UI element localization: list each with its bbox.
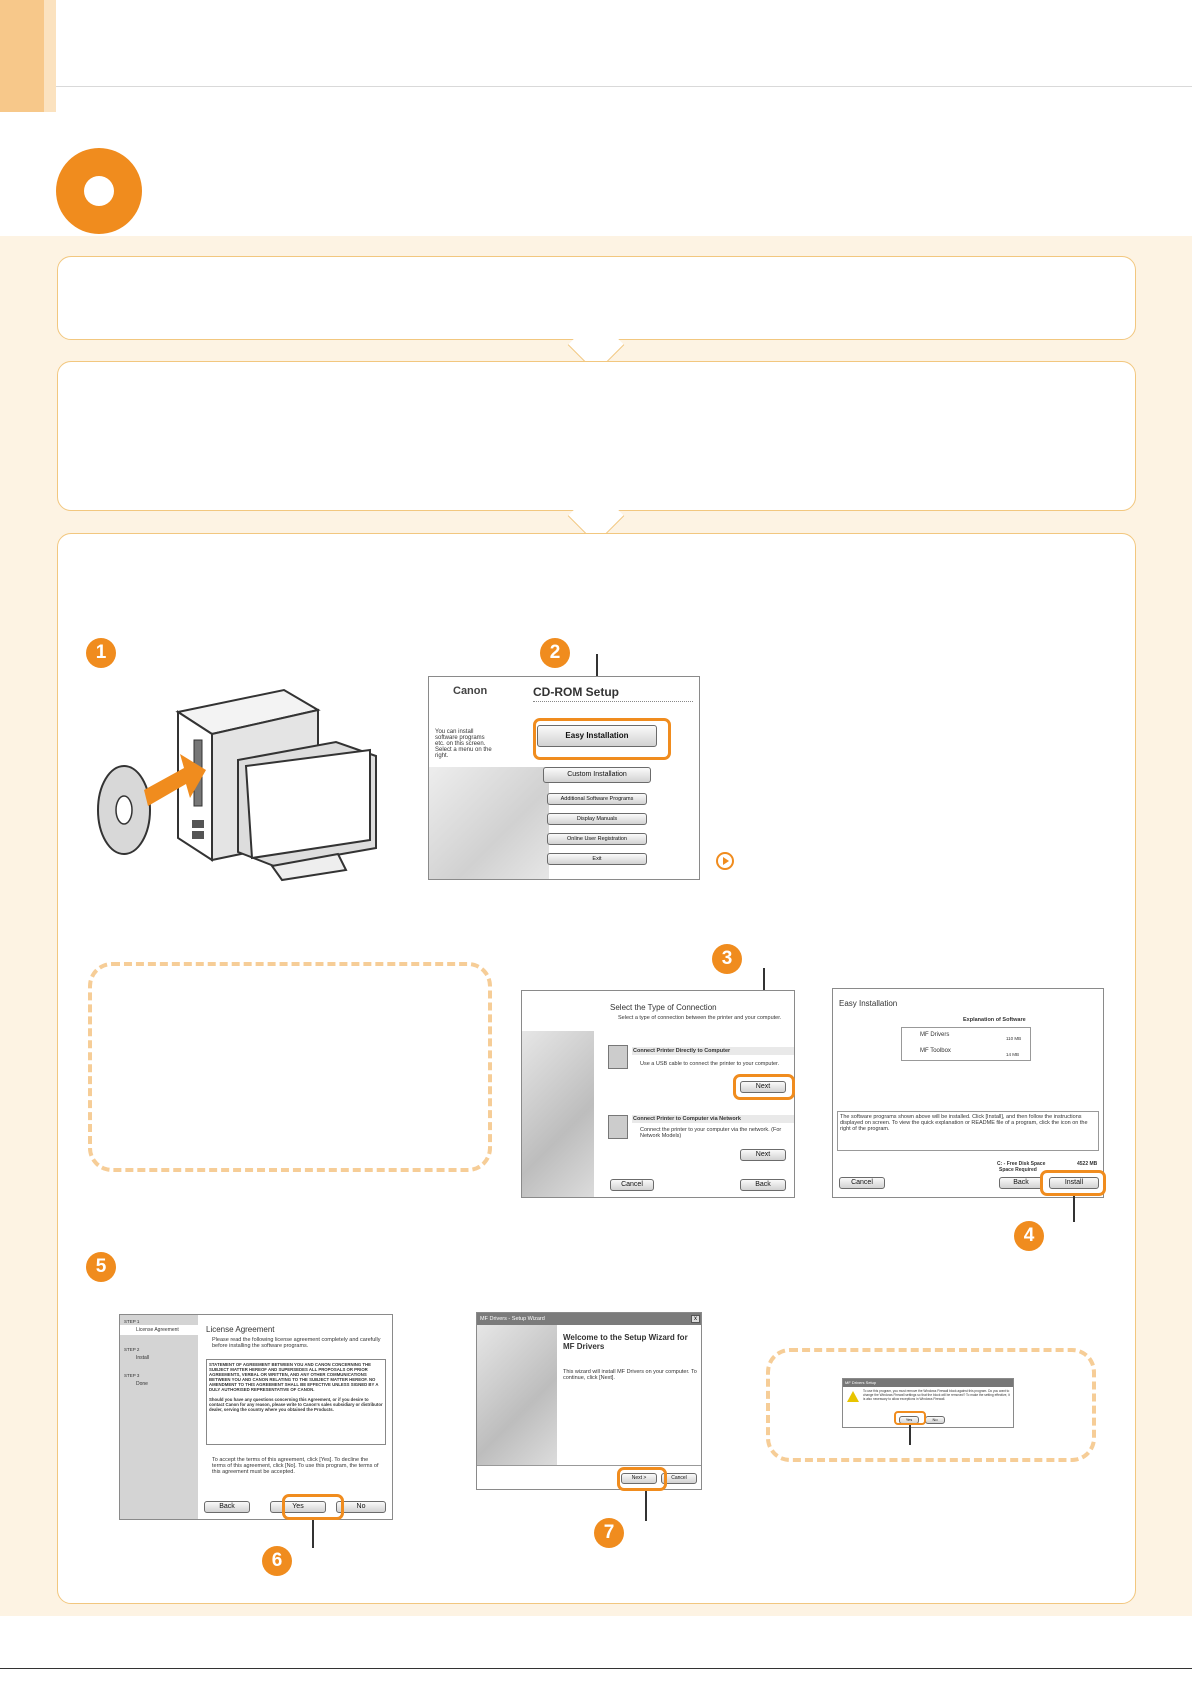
license-contact-text: Should you have any questions concerning this Agreement, or if you desire to contact Canon for any reason, please write to Canon's sales subsidiary or distributor dealer, serving the country where you obtained the Products. [209, 1397, 383, 1412]
software-list [901, 1027, 1031, 1061]
usb-next-button[interactable]: Next [740, 1081, 786, 1093]
wizard-text: This wizard will install MF Drivers on your computer. To continue, click [Next]. [563, 1369, 697, 1381]
mf-drivers-size: 110 MB [1006, 1036, 1022, 1041]
step-3-badge: 3 [712, 944, 742, 974]
connection-cancel-button[interactable]: Cancel [610, 1179, 654, 1191]
network-next-button[interactable]: Next [740, 1149, 786, 1161]
setup-artwork [429, 767, 549, 880]
note-box [88, 962, 492, 1172]
easy-cancel-button[interactable]: Cancel [839, 1177, 885, 1189]
title-rule [533, 701, 693, 702]
wizard-cancel-button[interactable]: Cancel [661, 1473, 697, 1484]
connection-back-button[interactable]: Back [740, 1179, 786, 1191]
software-item-mf-toolbox[interactable]: MF Toolbox [920, 1048, 951, 1054]
firewall-yes-highlight [894, 1411, 926, 1425]
explanation-label: Explanation of Software [963, 1017, 1026, 1023]
canon-logo: Canon [453, 685, 488, 697]
option-usb-title: Connect Printer Directly to Computer [632, 1047, 794, 1055]
header-rule [56, 86, 1192, 87]
section-circle-icon [56, 148, 142, 234]
firewall-leader [909, 1425, 911, 1445]
wizard-heading: Welcome to the Setup Wizard for MF Drivers [563, 1333, 688, 1351]
cdrom-setup-screen [428, 676, 700, 880]
section-tab-stripe [44, 0, 56, 112]
option-usb-text: Use a USB cable to connect the printer to your computer. [640, 1061, 780, 1067]
firewall-no-button[interactable]: No [925, 1416, 945, 1424]
step1-name: License Agreement [120, 1325, 198, 1335]
mf-toolbox-size: 14 MB [1006, 1052, 1020, 1057]
setup-side-text: You can install software programs etc. on this screen. Select a menu on the right. [435, 729, 492, 759]
step3-label: STEP 3 [124, 1373, 140, 1378]
step-1-badge: 1 [86, 638, 116, 668]
space-required-label: Space Required [999, 1167, 1037, 1173]
computer-cdrom-illustration [86, 670, 386, 890]
connection-artwork [522, 1031, 594, 1198]
free-space-value: 4522 MB [1077, 1161, 1098, 1167]
connection-subtitle: Select a type of connection between the printer and your computer. [618, 1015, 782, 1021]
step-5-badge: 5 [86, 1252, 116, 1282]
license-back-button[interactable]: Back [204, 1501, 250, 1513]
license-title: License Agreement [206, 1325, 275, 1334]
step-7-leader [645, 1491, 647, 1521]
license-step-panel [120, 1315, 198, 1520]
additional-software-button[interactable]: Additional Software Programs [547, 793, 647, 805]
step-4-badge: 4 [1014, 1221, 1044, 1251]
free-space-label: C: - Free Disk Space [997, 1161, 1046, 1167]
install-button[interactable]: Install [1049, 1177, 1099, 1189]
license-accept-text: To accept the terms of this agreement, click [Yes]. To decline the terms of this agreement, click [No]. To use this program, the terms of this agreement must be accepted. [212, 1457, 379, 1475]
firewall-text: To use this program, you must remove the Windows Firewall block against this program. Do you want to change the Windows Firewall settings so that the block will be removed? To make the setting effective, it is also necessary to allow exceptions in Windows Firewall. [863, 1389, 1010, 1401]
install-description: The software programs shown above will be installed. Click [Install], and then follow the instructions displayed on screen. To view the quick explanation or README file of a program, click the icon on the right of the program. [837, 1111, 1099, 1151]
exit-button[interactable]: Exit [547, 853, 647, 865]
setup-wizard-screen [476, 1312, 702, 1490]
license-agreement-text: STATEMENT OF AGREEMENT BETWEEN YOU AND CANON CONCERNING THE SUBJECT MATTER HEREOF AND SUPERSEDES ALL PROPOSALS OR PRIOR AGREEMENTS, VERBAL OR WRITTEN, AND ANY OTHER COMMUNICATIONS BETWEEN YOU AND CANON RELATING TO THE SUBJECT MATTER HEREOF. NO AMENDMENT TO THIS AGREEMENT SHALL BE EFFECTIVE UNLESS SIGNED BY A DULY AUTHORISED REPRESENTATIVE OF CANON. [209, 1362, 379, 1392]
warning-icon [847, 1391, 859, 1402]
setup-title: CD-ROM Setup [533, 685, 619, 699]
next-button-highlight [733, 1074, 795, 1100]
license-no-button[interactable]: No [336, 1501, 386, 1513]
connection-title: Select the Type of Connection [610, 1003, 717, 1012]
easy-title: Easy Installation [839, 999, 898, 1008]
step3-name: Done [136, 1381, 148, 1387]
step-6-badge: 6 [262, 1546, 292, 1576]
step-7-badge: 7 [594, 1518, 624, 1548]
wizard-close-icon[interactable]: x [691, 1315, 700, 1323]
license-agreement-screen [119, 1314, 393, 1520]
wizard-next-highlight [617, 1467, 667, 1491]
reference-arrow-icon [716, 852, 734, 870]
step-6-leader [312, 1520, 314, 1548]
wizard-divider [477, 1465, 702, 1466]
custom-installation-button[interactable]: Custom Installation [543, 767, 651, 783]
step2-name: Install [136, 1355, 150, 1361]
easy-installation-highlight [533, 718, 671, 760]
license-yes-button[interactable]: Yes [270, 1501, 326, 1513]
easy-installation-button[interactable]: Easy Installation [537, 725, 657, 747]
section-tab [0, 0, 44, 112]
easy-back-button[interactable]: Back [999, 1177, 1043, 1189]
firewall-dialog [842, 1378, 1014, 1428]
wizard-titlebar: MF Drivers - Setup Wizard [477, 1313, 702, 1325]
install-button-highlight [1040, 1170, 1106, 1196]
usb-computer-icon [608, 1045, 628, 1069]
step-4-leader [1073, 1196, 1075, 1222]
step2-label: STEP 2 [124, 1347, 140, 1352]
option-network-text: Connect the printer to your computer via the network. (For Network Models) [640, 1127, 782, 1139]
license-intro: Please read the following license agreement completely and carefully before installing the software programs. [212, 1337, 381, 1349]
software-item-mf-drivers[interactable]: MF Drivers [920, 1032, 950, 1038]
yes-button-highlight [282, 1494, 344, 1520]
option-network-title: Connect Printer to Computer via Network [632, 1115, 794, 1123]
network-computer-icon [608, 1115, 628, 1139]
footer-rule [0, 1668, 1192, 1669]
easy-installation-screen [832, 988, 1104, 1198]
license-text-area[interactable] [206, 1359, 386, 1445]
wizard-cube-artwork [477, 1325, 557, 1465]
firewall-yes-button[interactable]: Yes [899, 1416, 919, 1424]
wizard-next-button[interactable]: Next > [621, 1473, 657, 1484]
step1-label: STEP 1 [124, 1319, 140, 1324]
online-registration-button[interactable]: Online User Registration [547, 833, 647, 845]
firewall-titlebar: MF Drivers Setup [843, 1379, 1014, 1387]
step-2-badge: 2 [540, 638, 570, 668]
display-manuals-button[interactable]: Display Manuals [547, 813, 647, 825]
